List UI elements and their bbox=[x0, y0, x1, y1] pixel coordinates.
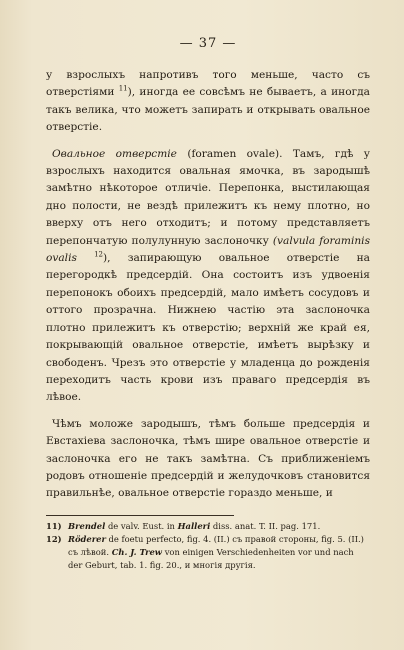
text-run: de valv. Eust. in bbox=[105, 520, 178, 531]
footnote-text bbox=[68, 520, 370, 533]
italic-term: (valvula foraminis ovalis bbox=[46, 234, 371, 265]
text-run: (foramen ovale). Тамъ, гдѣ у взрослыхъ находится овальная ямочка, въ зародышѣ замѣтно нѣкоторое отличіе. Перепонка, выстилающая дно полости, не вездѣ прилежитъ къ нему плотно, но вверху отъ него отходитъ; и потому представляетъ перепончатую полулунную заслоночку bbox=[46, 147, 370, 247]
page-number: — 37 — bbox=[179, 36, 237, 51]
text-run: у взрослыхъ напротивъ того меньше, часто съ отверстіями bbox=[46, 69, 370, 99]
footnote-ref: 12 bbox=[94, 250, 104, 259]
footnote-rule bbox=[46, 515, 234, 516]
footnote-11 bbox=[46, 520, 370, 533]
paragraph-3 bbox=[46, 416, 370, 503]
footnote-12 bbox=[46, 533, 370, 572]
text-run: Чѣмъ моложе зародышъ, тѣмъ больше предсердія и Евстахіева заслоночка, тѣмъ шире овальное отверстіе и заслоночка его не такъ замѣтна. Съ приближеніемъ родовъ отношеніе предсердій и желудочковъ становится правильнѣе, овальное отверстіе гораздо меньше, и bbox=[46, 417, 370, 500]
text-run: diss. anat. T. II. pag. 171. bbox=[210, 520, 321, 531]
footnote-number: 12) bbox=[46, 533, 62, 544]
text-run: von einigen Verschiedenheiten vor und nach der Geburt, tab. 1. fig. 20., и многія другія. bbox=[68, 546, 354, 570]
author-name: Ch. J. Trew bbox=[111, 546, 163, 557]
italic-term: Овальное отверстіе bbox=[52, 147, 177, 160]
body-text bbox=[46, 67, 370, 503]
paragraph-2 bbox=[46, 146, 370, 407]
footnote-ref: 11 bbox=[118, 84, 128, 93]
text-run: de foetu perfecto, fig. 4. (II.) съ правой стороны, fig. 5. (II.) съ лѣвой. bbox=[68, 533, 364, 557]
text-run: ), иногда ее совсѣмъ не бываетъ, а иногда такъ велика, что можетъ запирать и открывать овальное отверстіе. bbox=[46, 86, 370, 134]
paragraph-1 bbox=[46, 67, 370, 137]
text-run bbox=[77, 252, 94, 264]
author-name: Röderer bbox=[68, 533, 106, 544]
footnote-number: 11) bbox=[46, 520, 62, 531]
author-name: Brendel bbox=[68, 520, 106, 531]
text-run: ), запирающую овальное отверстіе на перегородкѣ предсердій. Она состоитъ изъ удвоенія перепонокъ обоихъ предсердій, мало имѣетъ сосудовъ и оттого прозрачна. Нижнею частію эта заслоночка плотно прилежитъ къ отверстію; верхній же край ея, покрывающій овальное отверстіе, имѣетъ вырѣзку и свободенъ. Чрезъ это отверстіе у младенца до рожденія переходитъ часть крови изъ праваго предсердія въ лѣвое. bbox=[46, 252, 370, 404]
author-name: Halleri bbox=[177, 520, 211, 531]
footnote-text bbox=[68, 533, 370, 572]
footnotes bbox=[46, 520, 370, 572]
